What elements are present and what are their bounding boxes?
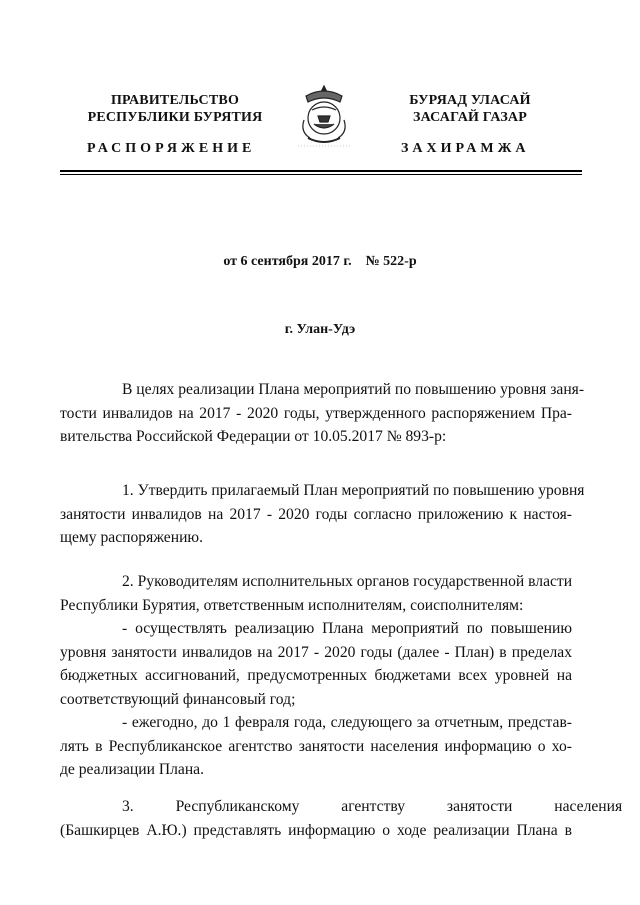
text-line: В целях реализации Плана мероприятий по повышению уровня заня- [122,381,585,398]
document-type-russian: РАСПОРЯЖЕНИЕ [87,141,256,156]
government-title-line-1: ПРАВИТЕЛЬСТВО [110,93,240,108]
document-type-buryat: ЗАХИРАМЖА [401,141,530,156]
text-line: 1. Утвердить прилагаемый План мероприятий по повышению уровня [122,482,585,499]
text-line: 3. Республиканскому агентству занятости населения [122,798,623,815]
text-line: вительства Российской Федерации от 10.05.2017 № 893-р: [60,428,447,445]
header-divider [60,170,582,172]
government-title-line-1: БУРЯАД УЛАСАЙ [409,93,531,108]
text-line: лять в Республиканское агентство занятости населения информацию о хо- [60,737,572,755]
text-line: 2. Руководителям исполнительных органов государственной власти [122,573,573,590]
header-divider-thin [60,174,582,175]
paragraph-intro [60,378,585,449]
document-number: № 522-р [365,254,417,269]
document-date: от 6 сентября 2017 г. [223,254,352,269]
text-line: занятости инвалидов на 2017 - 2020 годы согласно приложению к настоя- [60,505,572,523]
text-line: - осуществлять реализацию Плана мероприятий по повышению [122,620,572,637]
coat-of-arms-icon [294,80,354,150]
text-line: (Башкирцев А.Ю.) представлять информацию о ходе реализации Плана в [60,821,572,839]
paragraph-2 [60,570,572,782]
document-city: г. Улан-Удэ [284,322,356,337]
paragraph-3 [60,795,623,842]
government-title-line-2: ЗАСАГАЙ ГАЗАР [412,110,527,125]
government-title-russian [60,92,290,126]
document-date-number [0,254,640,270]
text-line: бюджетных ассигнований, предусмотренных бюджетами всех уровней на [60,667,572,684]
text-line: тости инвалидов на 2017 - 2020 годы, утвержденного распоряжением Пра- [60,404,572,422]
text-line: соответствующий финансовый год; [60,690,296,708]
government-title-line-2: РЕСПУБЛИКИ БУРЯТИЯ [87,110,263,125]
text-line: щему распоряжению. [60,529,203,546]
paragraph-1 [60,479,585,550]
text-line: уровня занятости инвалидов на 2017 - 2020 годы (далее - План) в пределах [60,643,572,661]
text-line: - ежегодно, до 1 февраля года, следующего за отчетным, представ- [122,714,572,731]
text-line: Республики Бурятия, ответственным исполнителям, соисполнителям: [60,596,524,614]
government-title-buryat [355,92,585,126]
text-line: де реализации Плана. [60,761,204,778]
